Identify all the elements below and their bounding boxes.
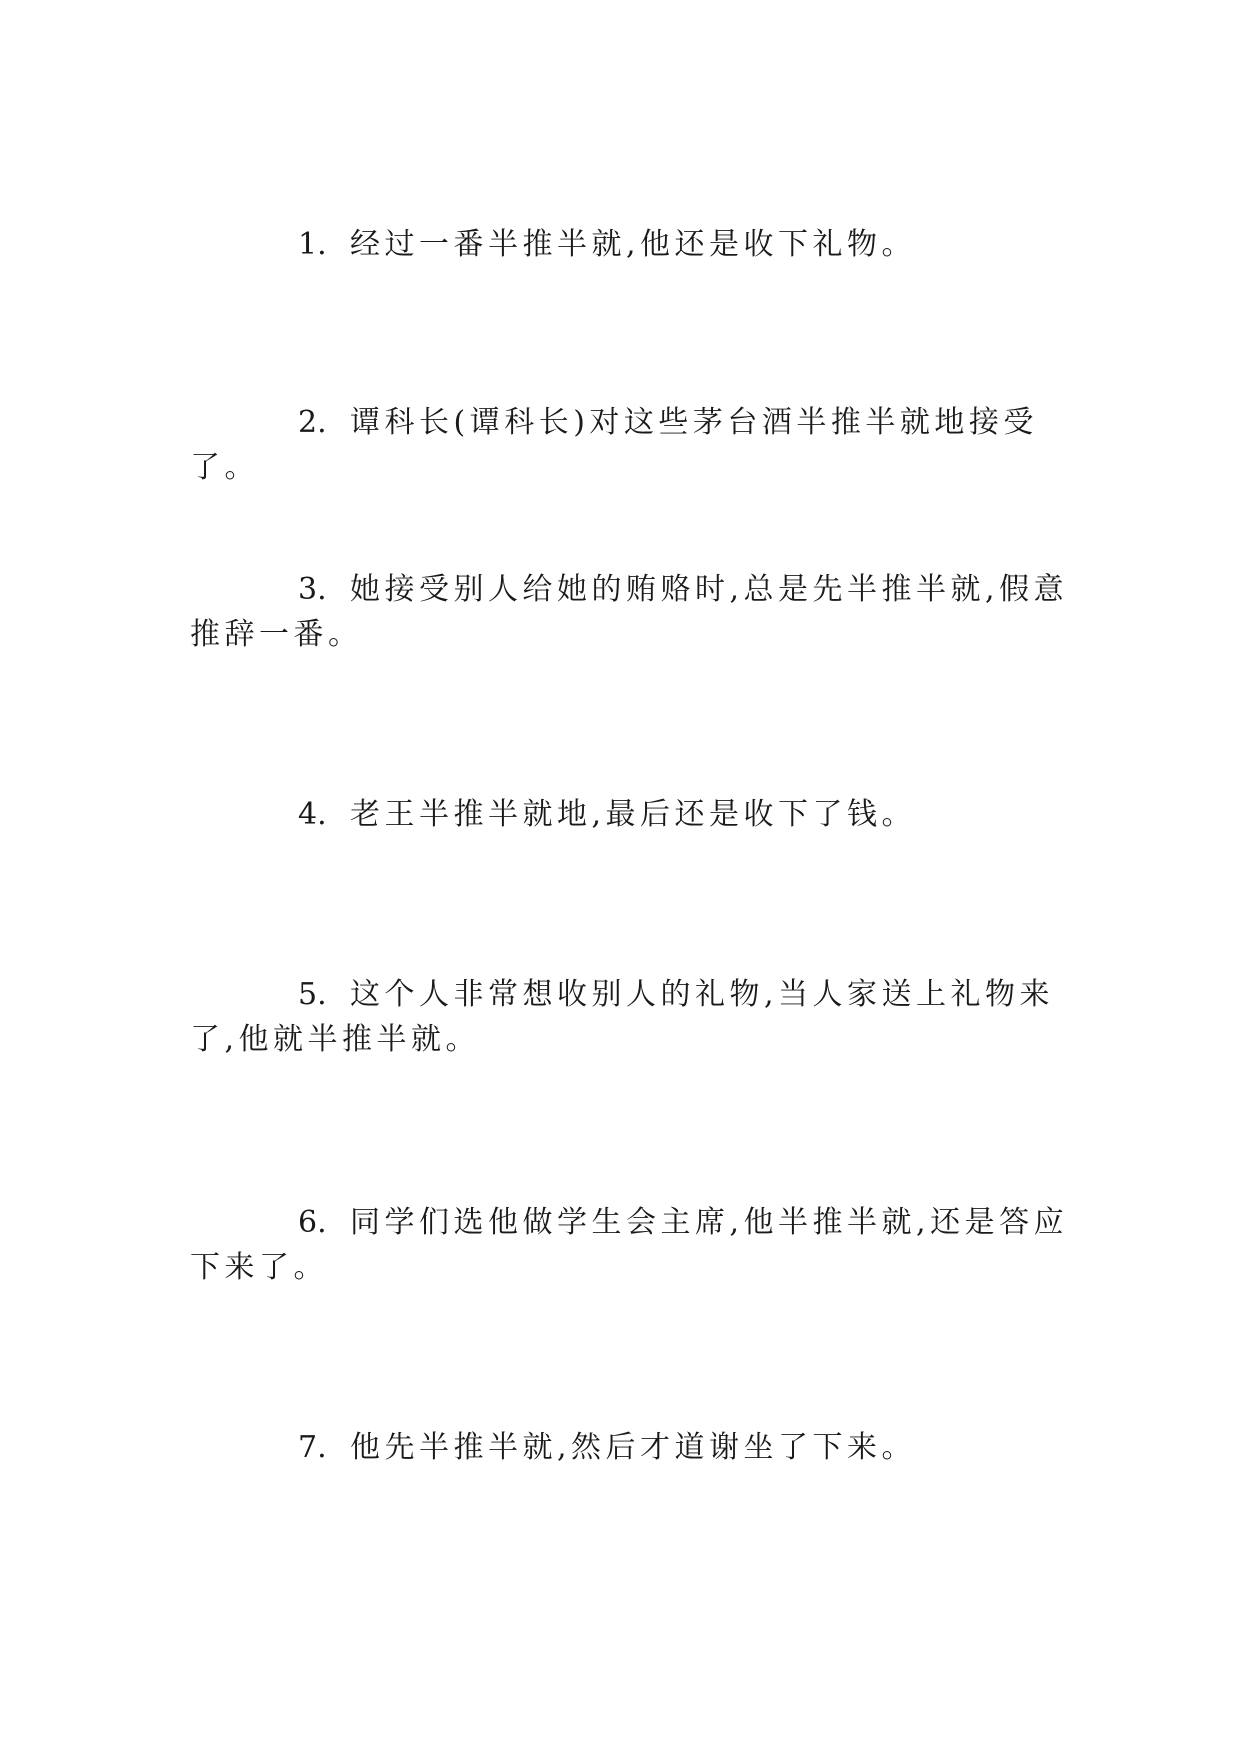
sentence-number: 1.	[298, 227, 327, 262]
example-sentence-1	[190, 222, 1070, 267]
example-sentence-2	[190, 400, 1070, 490]
sentence-number: 6.	[298, 1205, 327, 1240]
sentence-number: 3.	[298, 572, 327, 607]
sentence-number: 4.	[298, 797, 327, 832]
sentence-text: 谭科长(谭科长)对这些茅台酒半推半就地接受了。	[190, 405, 1038, 485]
sentence-text: 他先半推半就,然后才道谢坐了下来。	[350, 1430, 917, 1465]
example-sentence-4	[190, 792, 1070, 837]
example-sentence-5	[190, 972, 1070, 1062]
example-sentence-6	[190, 1200, 1070, 1290]
sentence-number: 2.	[298, 405, 327, 440]
sentence-text: 她接受别人给她的贿赂时,总是先半推半就,假意推辞一番。	[190, 572, 1069, 652]
sentence-text: 经过一番半推半就,他还是收下礼物。	[350, 227, 917, 262]
example-sentence-3	[190, 567, 1070, 657]
sentence-text: 同学们选他做学生会主席,他半推半就,还是答应下来了。	[190, 1205, 1069, 1285]
sentence-number: 5.	[298, 977, 327, 1012]
sentence-text: 这个人非常想收别人的礼物,当人家送上礼物来了,他就半推半就。	[190, 977, 1055, 1057]
sentence-text: 老王半推半就地,最后还是收下了钱。	[350, 797, 917, 832]
example-sentence-7	[190, 1425, 1070, 1470]
sentence-number: 7.	[298, 1430, 327, 1465]
